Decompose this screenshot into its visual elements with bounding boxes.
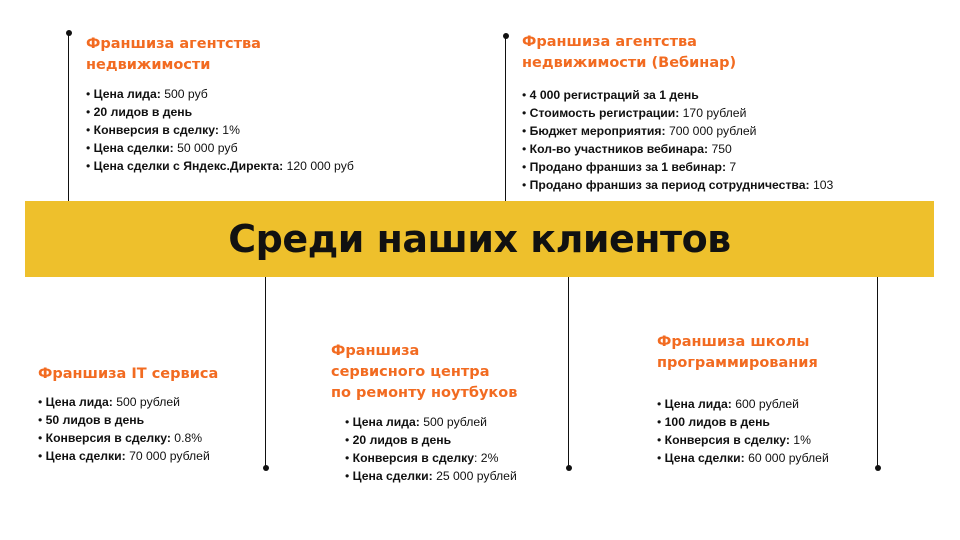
connector-line-3: [265, 277, 266, 468]
title-banner: [25, 201, 934, 277]
client-card-real-estate-webinar: [522, 32, 833, 194]
list-item: • Продано франшиз за 1 вебинар: 7: [522, 158, 833, 176]
list-item: • Цена лида: 500 рублей: [345, 413, 517, 431]
page-title: Среди наших клиентов: [228, 217, 731, 261]
list-item: • Цена сделки: 60 000 рублей: [657, 449, 829, 467]
list-item: • Конверсия в сделку: 1%: [657, 431, 829, 449]
list-item: • Стоимость регистрации: 170 рублей: [522, 104, 833, 122]
card-stats-list: [657, 395, 829, 467]
list-item: • Конверсия в сделку: 2%: [345, 449, 517, 467]
card-title: Франшиза агентства недвижимости: [86, 36, 261, 73]
list-item: • Цена сделки: 50 000 руб: [86, 139, 354, 157]
list-item: • 4 000 регистраций за 1 день: [522, 86, 833, 104]
connector-line-1: [68, 33, 69, 201]
client-card-programming-school: [657, 332, 829, 467]
list-item: • Цена сделки с Яндекс.Директа: 120 000 руб: [86, 157, 354, 175]
connector-line-2: [505, 36, 506, 201]
connector-dot-4: [566, 465, 572, 471]
list-item: • 100 лидов в день: [657, 413, 829, 431]
client-card-laptop-repair: [331, 341, 517, 485]
connector-dot-2: [503, 33, 509, 39]
card-stats-list: [86, 85, 354, 175]
connector-dot-3: [263, 465, 269, 471]
list-item: • Цена сделки: 70 000 рублей: [38, 447, 218, 465]
connector-dot-5: [875, 465, 881, 471]
card-stats-list: [38, 393, 218, 465]
card-stats-list: [345, 413, 517, 485]
client-card-real-estate: [86, 34, 354, 175]
list-item: • 20 лидов в день: [345, 431, 517, 449]
list-item: • Цена сделки: 25 000 рублей: [345, 467, 517, 485]
card-stats-list: [522, 86, 833, 194]
client-card-it-service: [38, 364, 218, 465]
list-item: • 50 лидов в день: [38, 411, 218, 429]
list-item: • Бюджет мероприятия: 700 000 рублей: [522, 122, 833, 140]
card-title: Франшиза IT сервиса: [38, 366, 219, 382]
card-title: Франшиза сервисного центра по ремонту ноутбуков: [331, 343, 518, 401]
list-item: • Конверсия в сделку: 1%: [86, 121, 354, 139]
card-title: Франшиза агентства недвижимости (Вебинар): [522, 34, 737, 71]
connector-dot-1: [66, 30, 72, 36]
list-item: • 20 лидов в день: [86, 103, 354, 121]
connector-line-5: [877, 277, 878, 468]
list-item: • Кол-во участников вебинара: 750: [522, 140, 833, 158]
connector-line-4: [568, 277, 569, 468]
list-item: • Конверсия в сделку: 0.8%: [38, 429, 218, 447]
list-item: • Цена лида: 600 рублей: [657, 395, 829, 413]
list-item: • Продано франшиз за период сотрудничества: 103: [522, 176, 833, 194]
card-title: Франшиза школы программирования: [657, 334, 818, 371]
list-item: • Цена лида: 500 рублей: [38, 393, 218, 411]
list-item: • Цена лида: 500 руб: [86, 85, 354, 103]
